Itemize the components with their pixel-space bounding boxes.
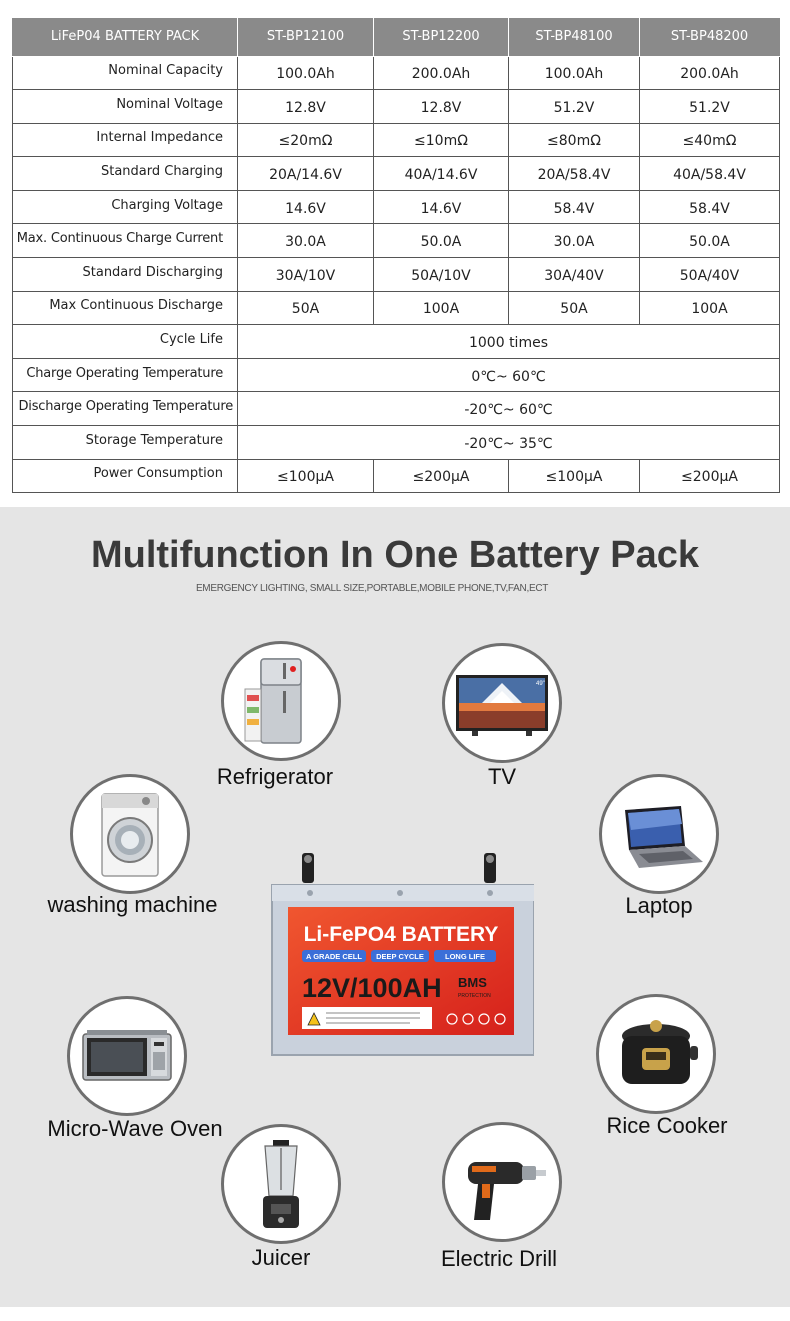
table-row (13, 190, 780, 224)
table-row (13, 426, 780, 460)
battery-rating: 12V/100AH (302, 973, 442, 1003)
row-label: Nominal Voltage (13, 90, 238, 124)
cell-value: ≤100μA (509, 459, 640, 493)
cell-value: ≤200μA (640, 459, 780, 493)
battery-tag: A GRADE CELL (306, 952, 362, 961)
cell-value: 50A/10V (374, 258, 509, 292)
cell-value: 40A/58.4V (640, 157, 780, 191)
tv-label: TV (487, 764, 517, 789)
tv-icon (452, 653, 552, 753)
merged-cell-value: 0℃~ 60℃ (238, 358, 780, 392)
merged-cell-value: -20℃~ 35℃ (238, 426, 780, 460)
electric-drill-image (442, 1122, 562, 1242)
cell-value: 100A (374, 291, 509, 325)
section-subtitle: EMERGENCY LIGHTING, SMALL SIZE,PORTABLE,MOBILE PHONE,TV,FAN,ECT (195, 583, 549, 594)
cell-value: 20A/58.4V (509, 157, 640, 191)
cell-value: 50.0A (374, 224, 509, 258)
spec-table-container (12, 18, 779, 493)
table-row (13, 90, 780, 124)
microwave-label: Micro-Wave Oven (47, 1116, 223, 1141)
row-label: Nominal Capacity (13, 56, 238, 90)
table-row (13, 224, 780, 258)
spec-table (12, 18, 780, 493)
juicer-icon (231, 1134, 331, 1234)
cell-value: 58.4V (640, 190, 780, 224)
laptop-icon (609, 784, 709, 884)
washing-machine-icon (80, 784, 180, 884)
refrigerator-label: Refrigerator (216, 764, 334, 789)
cell-value: 30.0A (509, 224, 640, 258)
row-label: Internal Impedance (13, 123, 238, 157)
row-label: Power Consumption (13, 459, 238, 493)
refrigerator-image (221, 641, 341, 761)
table-row (13, 392, 780, 426)
header-pack-type: LiFeP04 BATTERY PACK (13, 18, 238, 56)
table-row (13, 123, 780, 157)
laptop-image (599, 774, 719, 894)
table-row (13, 358, 780, 392)
row-label: Cycle Life (13, 325, 238, 359)
cell-value: 50A (509, 291, 640, 325)
washing-machine-image (70, 774, 190, 894)
row-label: Standard Discharging (13, 258, 238, 292)
row-label: Max Continuous Discharge (13, 291, 238, 325)
cell-value: ≤100μA (238, 459, 374, 493)
cell-value: 200.0Ah (374, 56, 509, 90)
rice-cooker-image (596, 994, 716, 1114)
spec-header-row (13, 18, 780, 56)
merged-cell-value: 1000 times (238, 325, 780, 359)
battery-image (270, 847, 534, 1059)
cell-value: 14.6V (374, 190, 509, 224)
cell-value: 20A/14.6V (238, 157, 374, 191)
row-label: Charging Voltage (13, 190, 238, 224)
section-title: Multifunction In One Battery Pack (90, 534, 700, 576)
battery-tag: LONG LIFE (445, 952, 485, 961)
row-label: Standard Charging (13, 157, 238, 191)
cell-value: 14.6V (238, 190, 374, 224)
merged-cell-value: -20℃~ 60℃ (238, 392, 780, 426)
table-row (13, 157, 780, 191)
row-label: Storage Temperature (13, 426, 238, 460)
cell-value: ≤40mΩ (640, 123, 780, 157)
cell-value: 100.0Ah (238, 56, 374, 90)
header-model: ST-BP12100 (238, 18, 374, 56)
cell-value: 30A/10V (238, 258, 374, 292)
cell-value: 200.0Ah (640, 56, 780, 90)
battery-icon (270, 847, 534, 1059)
table-row (13, 325, 780, 359)
cell-value: 12.8V (374, 90, 509, 124)
header-model: ST-BP48200 (640, 18, 780, 56)
laptop-label: Laptop (625, 893, 693, 918)
table-row (13, 459, 780, 493)
cell-value: 58.4V (509, 190, 640, 224)
cell-value: ≤200μA (374, 459, 509, 493)
electric-drill-label: Electric Drill (440, 1246, 558, 1271)
battery-bms: BMS (458, 975, 487, 990)
header-model: ST-BP12200 (374, 18, 509, 56)
header-model: ST-BP48100 (509, 18, 640, 56)
cell-value: 100.0Ah (509, 56, 640, 90)
cell-value: 12.8V (238, 90, 374, 124)
microwave-icon (77, 1006, 177, 1106)
row-label: Max. Continuous Charge Current (13, 224, 238, 258)
electric-drill-icon (452, 1132, 552, 1232)
tv-size-badge: 49" (536, 681, 545, 687)
table-row (13, 291, 780, 325)
cell-value: 30.0A (238, 224, 374, 258)
cell-value: ≤80mΩ (509, 123, 640, 157)
cell-value: ≤20mΩ (238, 123, 374, 157)
cell-value: 51.2V (640, 90, 780, 124)
row-label: Discharge Operating Temperature (13, 392, 238, 426)
table-row (13, 258, 780, 292)
tv-image (442, 643, 562, 763)
cell-value: 51.2V (509, 90, 640, 124)
refrigerator-icon (231, 651, 331, 751)
cell-value: 30A/40V (509, 258, 640, 292)
battery-bms-sub: PROTECTION (458, 993, 491, 999)
battery-tag: DEEP CYCLE (376, 952, 424, 961)
table-row (13, 56, 780, 90)
rice-cooker-icon (606, 1004, 706, 1104)
battery-brand: Li-FePO4 BATTERY (303, 923, 499, 946)
rice-cooker-label: Rice Cooker (606, 1113, 728, 1138)
cell-value: ≤10mΩ (374, 123, 509, 157)
cell-value: 100A (640, 291, 780, 325)
juicer-label: Juicer (251, 1245, 311, 1270)
cell-value: 50A/40V (640, 258, 780, 292)
multifunction-section (0, 507, 790, 1307)
cell-value: 50.0A (640, 224, 780, 258)
row-label: Charge Operating Temperature (13, 358, 238, 392)
juicer-image (221, 1124, 341, 1244)
cell-value: 40A/14.6V (374, 157, 509, 191)
cell-value: 50A (238, 291, 374, 325)
microwave-image (67, 996, 187, 1116)
washing-machine-label: washing machine (47, 892, 218, 917)
